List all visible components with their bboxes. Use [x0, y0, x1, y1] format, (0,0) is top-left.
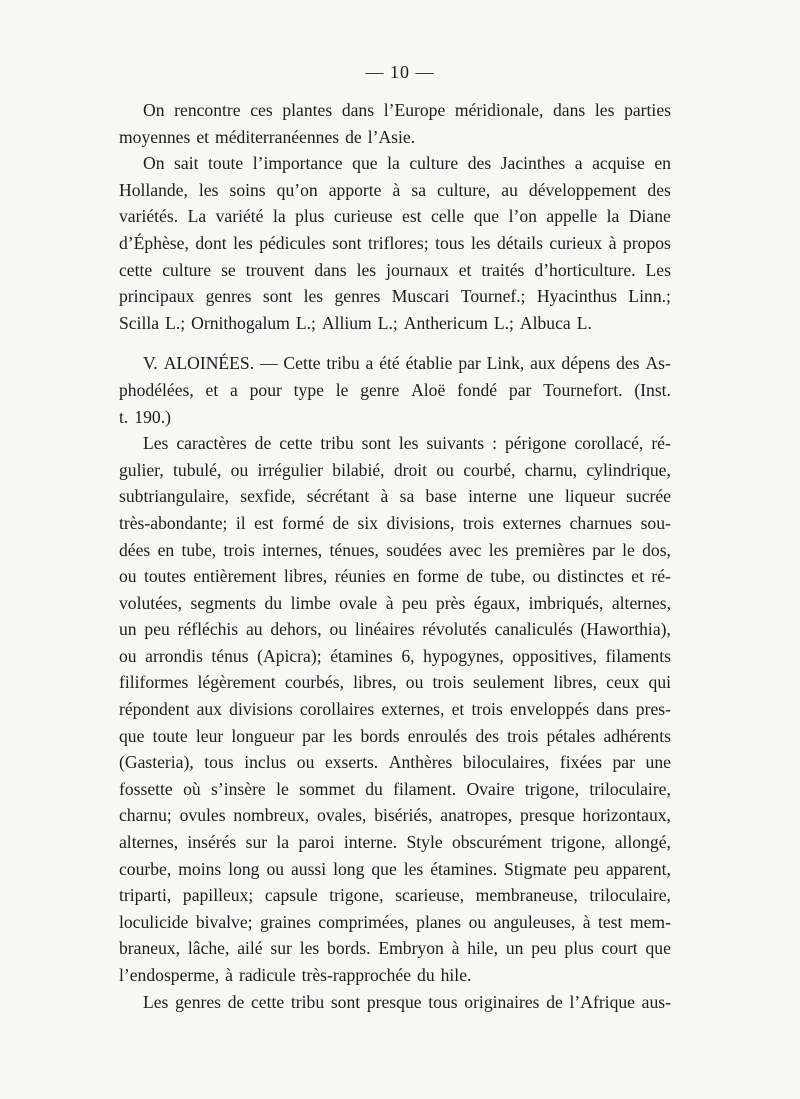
text-line: principaux genres sont les genres Muscari Tournef.; Hyacinthus Linn.; [119, 286, 671, 307]
text-line: volutées, segments du limbe ovale à peu près égaux, imbriqués, alternes, [119, 592, 671, 613]
text-line: On sait toute l’importance que la culture des Jacinthes a acquise en [143, 153, 671, 174]
text-line: Hollande, les soins qu’on apporte à sa culture, au développement des [119, 179, 671, 200]
text-line: cette culture se trouvent dans les journaux et traités d’horticulture. Les [119, 259, 671, 280]
text-line: On rencontre ces plantes dans l’Europe méridionale, dans les parties [143, 100, 671, 120]
text-line: Scilla L.; Ornithogalum L.; Allium L.; Anthericum L.; Albuca L. [119, 312, 592, 333]
paragraph-gap [119, 336, 671, 350]
body-text [119, 97, 671, 1015]
text-line: d’Éphèse, dont les pédicules sont triflores; tous les détails curieux à propos [119, 232, 671, 253]
text-line: triparti, papilleux; capsule trigone, scarieuse, membraneuse, triloculaire, [119, 885, 671, 906]
text-line: dées en tube, trois internes, ténues, soudées avec les premières par le dos, [119, 539, 671, 560]
text-line: loculicide bivalve; graines comprimées, planes ou anguleuses, à test mem- [119, 911, 671, 932]
text-line: t. 190.) [119, 406, 171, 427]
text-line: subtriangulaire, sexfide, sécrétant à sa base interne une liqueur sucrée [119, 486, 671, 507]
text-line: Les caractères de cette tribu sont les suivants : périgone corollacé, ré- [143, 433, 671, 454]
text-line: V. ALOINÉES. — Cette tribu a été établie par Link, aux dépens des As- [143, 353, 671, 374]
text-line: braneux, lâche, ailé sur les bords. Embryon à hile, un peu plus court que [119, 938, 671, 959]
text-line: variétés. La variété la plus curieuse est celle que l’on appelle la Diane [119, 206, 671, 227]
text-line: courbe, moins long ou aussi long que les étamines. Stigmate peu apparent, [119, 858, 671, 879]
text-line: l’endosperme, à radicule très-rapprochée du hile. [119, 965, 472, 985]
text-line: Les genres de cette tribu sont presque tous originaires de l’Afrique aus- [143, 991, 671, 1012]
text-line: charnu; ovules nombreux, ovales, bisériés, anatropes, presque horizontaux, [119, 805, 671, 826]
text-line: moyennes et méditerranéennes de l’Asie. [119, 126, 416, 147]
text-line: alternes, insérés sur la paroi interne. Style obscurément trigone, allongé, [119, 832, 671, 853]
text-line: filiformes légèrement courbés, libres, ou trois seulement libres, ceux qui [119, 672, 671, 693]
text-line: ou toutes entièrement libres, réunies en forme de tube, ou distinctes et ré- [119, 566, 671, 587]
text-line: gulier, tubulé, ou irrégulier bilabié, droit ou courbé, charnu, cylindrique, [119, 459, 671, 480]
text-line: un peu réfléchis au dehors, ou linéaires révolutés canaliculés (Haworthia), [119, 619, 671, 640]
text-line: répondent aux divisions corollaires externes, et trois enveloppés dans pres- [119, 699, 671, 720]
text-line: phodélées, et a pour type le genre Aloë fondé par Tournefort. (Inst. [119, 379, 671, 400]
page-number: — 10 — [365, 62, 435, 82]
text-line: (Gasteria), tous inclus ou exserts. Anthères biloculaires, fixées par une [119, 752, 671, 773]
text-line: très-abondante; il est formé de six divisions, trois externes charnues sou- [119, 512, 671, 533]
text-line: fossette où s’insère le sommet du filament. Ovaire trigone, triloculaire, [119, 778, 671, 799]
text-line: ou arrondis ténus (Apicra); étamines 6, hypogynes, oppositives, filaments [119, 645, 671, 666]
text-line: que toute leur longueur par les bords enroulés des trois pétales adhérents [119, 725, 671, 746]
